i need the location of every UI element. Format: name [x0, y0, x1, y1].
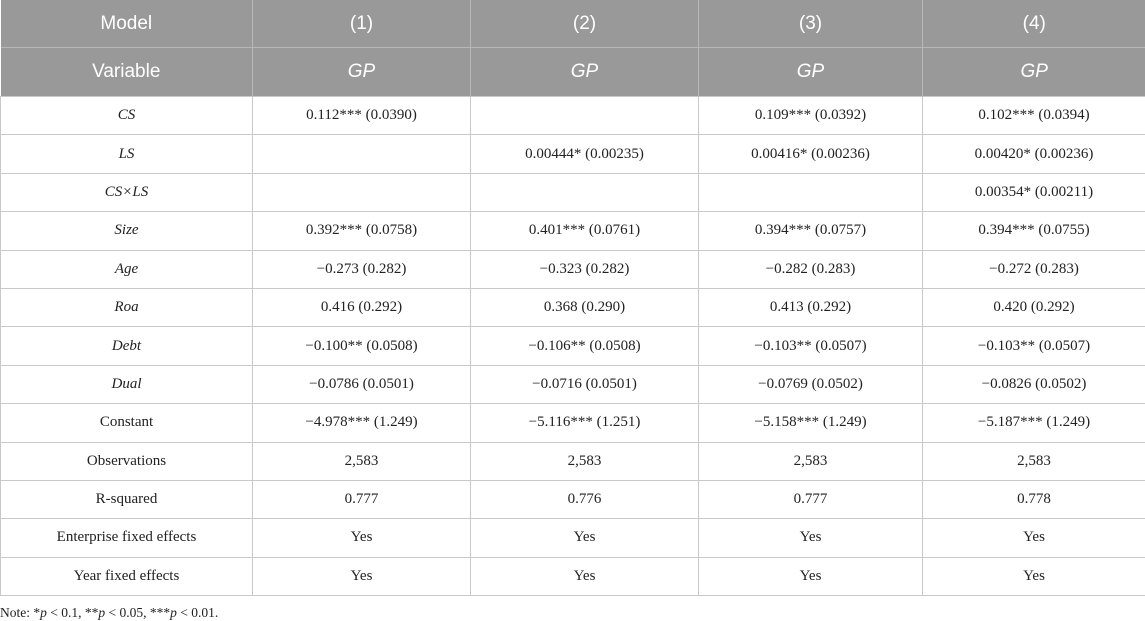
table-cell: 0.420 (0.292): [923, 288, 1145, 326]
table-cell: 0.413 (0.292): [699, 288, 923, 326]
table-cell: −4.978*** (1.249): [253, 404, 471, 442]
table-cell: Yes: [923, 519, 1145, 557]
note-p-symbol: p: [170, 605, 177, 620]
table-cell: Yes: [923, 557, 1145, 595]
note-p-symbol: p: [98, 605, 106, 620]
header-model-2: (2): [471, 0, 699, 48]
table-cell: 0.00420* (0.00236): [923, 135, 1145, 173]
table-row: [1, 557, 1145, 595]
header-dependent-variable-2: GP: [471, 48, 699, 97]
row-label: Year fixed effects: [1, 557, 253, 595]
table-row: [1, 250, 1145, 288]
note-threshold-1: < 0.1, **: [46, 605, 99, 620]
table-cell: −0.103** (0.0507): [923, 327, 1145, 365]
table-cell: 0.776: [471, 480, 699, 518]
header-dependent-variable-3: GP: [699, 48, 923, 97]
table-cell: Yes: [699, 519, 923, 557]
table-cell: 0.109*** (0.0392): [699, 97, 923, 135]
header-dependent-variable-1: GP: [253, 48, 471, 97]
table-cell: [471, 173, 699, 211]
table-cell: −0.0786 (0.0501): [253, 365, 471, 403]
header-model-4: (4): [923, 0, 1145, 48]
table-cell: −0.100** (0.0508): [253, 327, 471, 365]
note-prefix: Note: *: [0, 605, 41, 620]
row-label: Constant: [1, 404, 253, 442]
row-label: Debt: [1, 327, 253, 365]
table-cell: 0.368 (0.290): [471, 288, 699, 326]
row-label: R-squared: [1, 480, 253, 518]
row-label: Dual: [1, 365, 253, 403]
table-cell: 0.102*** (0.0394): [923, 97, 1145, 135]
header-variable-label: Variable: [1, 48, 253, 97]
row-label: Enterprise fixed effects: [1, 519, 253, 557]
table-cell: −0.323 (0.282): [471, 250, 699, 288]
table-cell: −0.282 (0.283): [699, 250, 923, 288]
table-row: [1, 327, 1145, 365]
table-cell: −5.158*** (1.249): [699, 404, 923, 442]
table-cell: −5.187*** (1.249): [923, 404, 1145, 442]
table-header: [1, 0, 1145, 97]
row-label: CS: [1, 97, 253, 135]
table-cell: [471, 97, 699, 135]
table-cell: 0.778: [923, 480, 1145, 518]
table-cell: −0.0826 (0.0502): [923, 365, 1145, 403]
table-row: [1, 365, 1145, 403]
header-model-label: Model: [1, 0, 253, 48]
table-cell: 0.777: [699, 480, 923, 518]
table-note: [0, 605, 218, 621]
row-label: Age: [1, 250, 253, 288]
header-model-3: (3): [699, 0, 923, 48]
table-cell: 0.394*** (0.0755): [923, 212, 1145, 250]
row-label: Size: [1, 212, 253, 250]
table-row: [1, 288, 1145, 326]
table-cell: [253, 173, 471, 211]
table-body: [1, 97, 1145, 596]
header-row-model: [1, 0, 1145, 48]
table-cell: 0.394*** (0.0757): [699, 212, 923, 250]
table-row: [1, 480, 1145, 518]
table-row: [1, 519, 1145, 557]
table-row: [1, 442, 1145, 480]
table-cell: 0.00354* (0.00211): [923, 173, 1145, 211]
table-cell: Yes: [253, 557, 471, 595]
note-p-symbol: p: [40, 605, 47, 620]
table-cell: 2,583: [253, 442, 471, 480]
table-cell: 2,583: [923, 442, 1145, 480]
table-cell: Yes: [253, 519, 471, 557]
table-cell: [699, 173, 923, 211]
table-cell: Yes: [699, 557, 923, 595]
table-cell: 2,583: [699, 442, 923, 480]
table-cell: −0.0716 (0.0501): [471, 365, 699, 403]
table-cell: 0.401*** (0.0761): [471, 212, 699, 250]
table-cell: −0.103** (0.0507): [699, 327, 923, 365]
table-row: [1, 173, 1145, 211]
header-row-variable: [1, 48, 1145, 97]
row-label: LS: [1, 135, 253, 173]
table-cell: −0.0769 (0.0502): [699, 365, 923, 403]
header-dependent-variable-4: GP: [923, 48, 1145, 97]
table-row: [1, 404, 1145, 442]
table-cell: [253, 135, 471, 173]
table-cell: −5.116*** (1.251): [471, 404, 699, 442]
table-row: [1, 97, 1145, 135]
header-model-1: (1): [253, 0, 471, 48]
table-cell: −0.106** (0.0508): [471, 327, 699, 365]
table-row: [1, 135, 1145, 173]
table-cell: Yes: [471, 557, 699, 595]
table-row: [1, 212, 1145, 250]
table-cell: 0.112*** (0.0390): [253, 97, 471, 135]
table-cell: 0.00416* (0.00236): [699, 135, 923, 173]
table-cell: 0.777: [253, 480, 471, 518]
row-label: CS×LS: [1, 173, 253, 211]
row-label: Roa: [1, 288, 253, 326]
table-cell: 0.416 (0.292): [253, 288, 471, 326]
table-cell: Yes: [471, 519, 699, 557]
table-cell: −0.273 (0.282): [253, 250, 471, 288]
note-threshold-2: < 0.05, ***: [105, 605, 171, 620]
table-cell: 0.00444* (0.00235): [471, 135, 699, 173]
row-label: Observations: [1, 442, 253, 480]
table-cell: 0.392*** (0.0758): [253, 212, 471, 250]
note-threshold-3: < 0.01.: [176, 605, 219, 620]
table-cell: −0.272 (0.283): [923, 250, 1145, 288]
table-cell: 2,583: [471, 442, 699, 480]
